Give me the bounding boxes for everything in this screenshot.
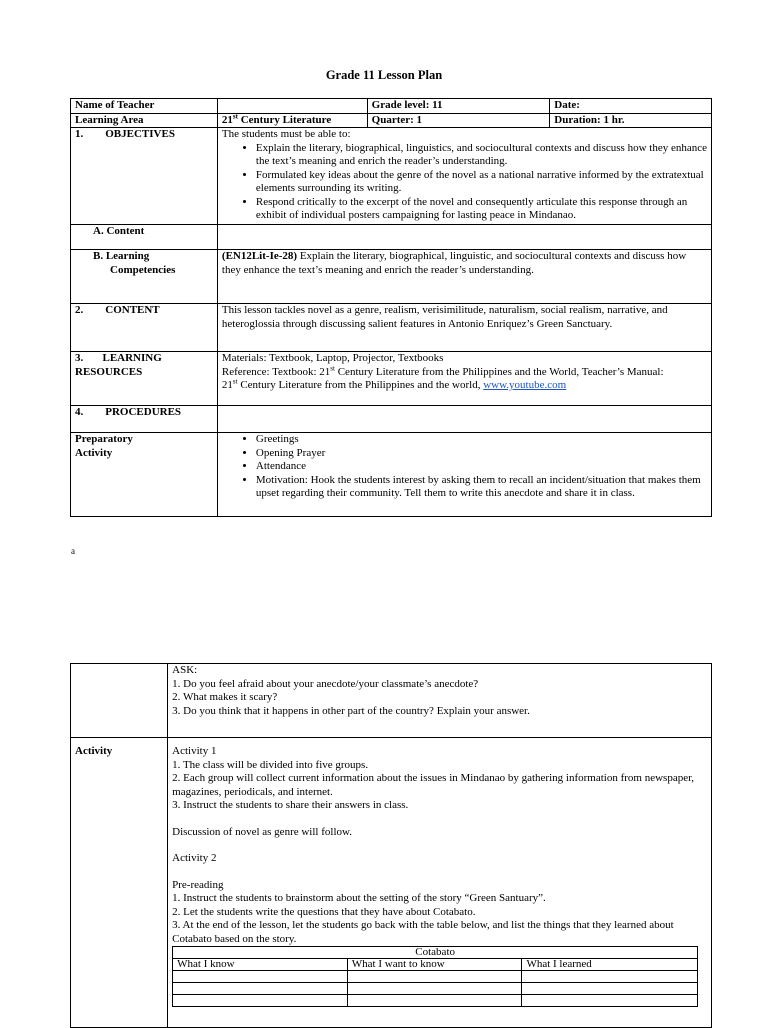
ask-cell (168, 664, 712, 738)
objectives-intro: The students must be able to: (221, 128, 351, 140)
date-label: Date: (550, 99, 712, 114)
preparatory-item: • Greetings (256, 433, 707, 447)
kwl-cell[interactable] (347, 971, 522, 983)
preparatory-label: Preparatory Activity (71, 433, 218, 517)
reference-line: Reference: Textbook: 21st Century Literature from the Philippines and the World, Teacher’s Manual: (221, 363, 664, 378)
preparatory-item: • Opening Prayer (256, 447, 707, 461)
kwl-cell[interactable] (347, 995, 522, 1007)
kwl-cell[interactable] (522, 971, 698, 983)
activity-1-line: 3. Instruct the students to share their answers in class. (172, 799, 409, 811)
objective-item: • Formulated key ideas about the genre of the novel as a national narrative informed by the extratextual elements surrounding its writing. (256, 169, 707, 196)
activity-1-title: Activity 1 (172, 745, 217, 757)
objectives-label: 1. OBJECTIVES (71, 128, 218, 225)
activity-2-line: 1. Instruct the students to brainstorm about the setting of the story “Green Santuary”. (172, 892, 546, 904)
competency-code: (EN12Lit-Ie-28) (221, 250, 298, 262)
competencies-label: B. Learning Competencies (71, 250, 218, 304)
subject-value: 21st Century Literature (217, 113, 367, 128)
kwl-cell[interactable] (173, 971, 348, 983)
ask-label-cell (71, 664, 168, 738)
ask-heading: ASK: (172, 664, 198, 676)
grade-level: Grade level: 11 (367, 99, 550, 114)
competencies-text: (EN12Lit-Ie-28) Explain the literary, biographical, linguistic, and sociocultural contexts and discuss how they enhance the text’s meaning and enrich the reader’s understanding. (217, 250, 711, 304)
activity-2-line: 2. Let the students write the questions that they have about Cotabato. (172, 905, 476, 918)
kwl-cell[interactable] (173, 995, 348, 1007)
kwl-header-know: What I know (173, 959, 348, 971)
materials-line: Materials: Textbook, Laptop, Projector, Textbooks (221, 352, 444, 364)
resources-label: 3. LEARNING RESOURCES (71, 352, 218, 406)
duration: Duration: 1 hr. (550, 113, 712, 128)
kwl-table (172, 946, 698, 1007)
content-a-label: A. Content (71, 225, 218, 250)
quarter: Quarter: 1 (367, 113, 550, 128)
lesson-plan-table (70, 98, 712, 517)
objectives-list (222, 142, 707, 223)
content-a-value (217, 225, 711, 250)
kwl-cell[interactable] (522, 995, 698, 1007)
preparatory-list (218, 433, 707, 501)
stray-mark: a (71, 546, 75, 556)
reference-line-2: 21st Century Literature from the Philippines and the world, www.youtube.com (221, 377, 567, 391)
content-text: This lesson tackles novel as a genre, realism, verisimilitude, naturalism, social realism, narrative, and heteroglossia through discussing salient features in Antonio Enriquez’s Green Sanctuary. (217, 304, 711, 352)
ask-question: 1. Do you feel afraid about your anecdote/your classmate’s anecdote? (172, 677, 479, 690)
kwl-header-want: What I want to know (347, 959, 522, 971)
kwl-caption: Cotabato (173, 947, 698, 959)
page-title: Grade 11 Lesson Plan (325, 68, 443, 82)
activity-1-line: 2. Each group will collect current information about the issues in Mindanao by gathering information from newspaper, magazines, periodicals, and internet. (172, 772, 695, 798)
objective-item: • Respond critically to the excerpt of the novel and consequently articulate this response through an exhibit of individual posters campaigning for lasting peace in Mindanao. (256, 196, 707, 223)
preparatory-item: • Motivation: Hook the students interest by asking them to recall an incident/situation that makes them upset regarding their community. Tell them to write this anecdote and share it in class. (256, 474, 707, 501)
discussion-note: Discussion of novel as genre will follow. (172, 825, 352, 838)
activity-2-title: Activity 2 (172, 852, 217, 864)
name-of-teacher-label: Name of Teacher (71, 99, 218, 114)
learning-area-label: Learning Area (71, 113, 218, 128)
kwl-cell[interactable] (173, 983, 348, 995)
kwl-header-learned: What I learned (522, 959, 698, 971)
ask-question: 3. Do you think that it happens in other part of the country? Explain your answer. (172, 704, 530, 717)
objectives-cell (217, 128, 711, 225)
resources-text (217, 352, 711, 406)
content-label: 2. CONTENT (71, 304, 218, 352)
activity-cell (168, 738, 712, 1028)
activity-label: Activity (71, 738, 168, 1028)
kwl-cell[interactable] (347, 983, 522, 995)
procedures-table (70, 663, 712, 1028)
kwl-cell[interactable] (522, 983, 698, 995)
youtube-link[interactable]: www.youtube.com (483, 379, 567, 391)
objective-item: • Explain the literary, biographical, linguistics, and sociocultural contexts and discuss how they enhance the text’s meaning and enrich the reader’s understanding. (256, 142, 707, 169)
preparatory-item: • Attendance (256, 460, 707, 474)
ask-question: 2. What makes it scary? (172, 691, 278, 703)
activity-1-line: 1. The class will be divided into five groups. (172, 758, 369, 771)
prereading-label: Pre-reading (172, 878, 224, 891)
procedures-value (217, 406, 711, 433)
procedures-label: 4. PROCEDURES (71, 406, 218, 433)
name-of-teacher-value (217, 99, 367, 114)
preparatory-cell (217, 433, 711, 517)
activity-2-line: 3. At the end of the lesson, let the students go back with the table below, and list the things that they learned about Cotabato based on the story. (172, 919, 674, 945)
